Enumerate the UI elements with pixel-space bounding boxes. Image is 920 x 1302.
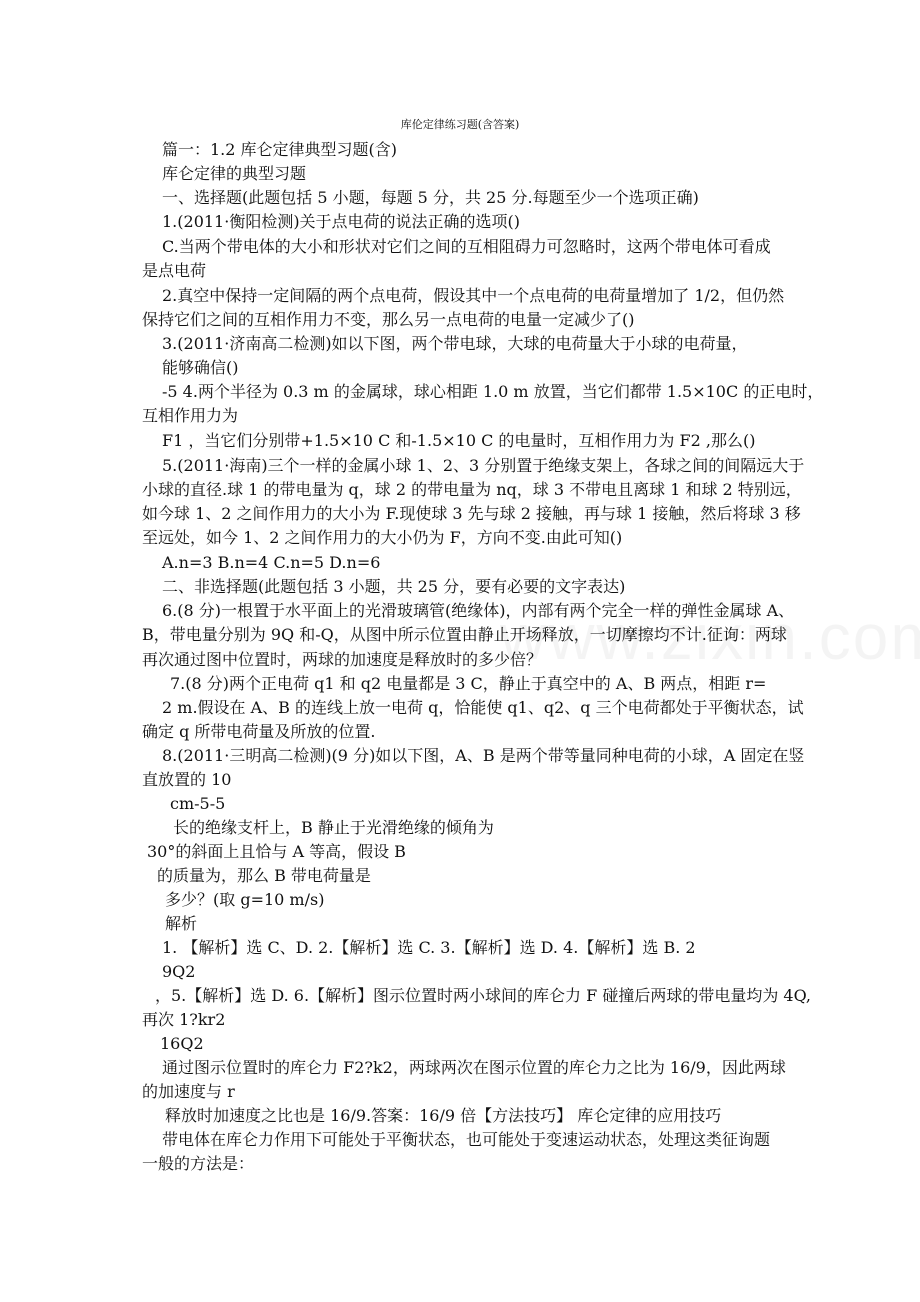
text-line: 带电体在库仑力作用下可能处于平衡状态，也可能处于变速运动状态，处理这类征询题 (162, 1130, 771, 1149)
text-line: 5.(2011·海南)三个一样的金属小球 1、2、3 分别置于绝缘支架上，各球之间的间隔远大于 (162, 456, 805, 475)
text-line: -5 4.两个半径为 0.3 m 的金属球，球心相距 1.0 m 放置，当它们都带 1.5×10C 的正电时， (162, 382, 824, 401)
text-line: 1. 【解析】选 C、D. 2.【解析】选 C. 3.【解析】选 D. 4.【解析】选 B. 2 (162, 938, 696, 957)
text-line: 释放时加速度之比也是 16/9.答案：16/9 倍【方法技巧】 库仑定律的应用技巧 (165, 1106, 722, 1125)
text-line: 二、非选择题(此题包括 3 小题，共 25 分，要有必要的文字表达) (162, 577, 626, 596)
text-line: 解析 (165, 914, 198, 933)
text-line: 小球的直径.球 1 的带电量为 q，球 2 的带电量为 nq，球 3 不带电且离球 1 和球 2 特别远， (142, 480, 802, 499)
text-line: 保持它们之间的互相作用力不变，那么另一点电荷的电量一定减少了() (142, 310, 635, 329)
text-line: 库仑定律的典型习题 (162, 164, 307, 183)
text-line: 9Q2 (162, 962, 196, 981)
text-line: 2.真空中保持一定间隔的两个点电荷，假设其中一个点电荷的电荷量增加了 1/2，但仍然 (162, 286, 785, 305)
text-line: 1.(2011·衡阳检测)关于点电荷的说法正确的选项() (162, 212, 521, 231)
text-line: 长的绝缘支杆上，B 静止于光滑绝缘的倾角为 (173, 818, 494, 837)
document-title: 库伦定律练习题(含答案) (400, 118, 520, 131)
text-line: 多少？(取 g=10 m/s) (165, 890, 325, 909)
text-line: 确定 q 所带电荷量及所放的位置. (142, 722, 376, 741)
text-line: 能够确信() (162, 358, 239, 377)
text-line: ，5.【解析】选 D. 6.【解析】图示位置时两小球间的库仑力 F 碰撞后两球的带电量均为 4Q, (155, 986, 811, 1005)
text-line: 2 m.假设在 A、B 的连线上放一电荷 q，恰能使 q1、q2、q 三个电荷都处于平衡状态，试 (162, 698, 804, 717)
text-line: 再次通过图中位置时，两球的加速度是释放时的多少倍？ (142, 650, 543, 669)
text-line: 通过图示位置时的库仑力 F2?k2，两球两次在图示位置的库仑力之比为 16/9，因此两球 (162, 1058, 786, 1077)
text-line: 再次 1?kr2 (142, 1010, 226, 1029)
text-line: 7.(8 分)两个正电荷 q1 和 q2 电量都是 3 C，静止于真空中的 A、B 两点，相距 r= (170, 674, 767, 693)
text-line: 互相作用力为 (142, 406, 239, 425)
text-line: 16Q2 (160, 1034, 204, 1053)
text-line: B，带电量分别为 9Q 和-Q，从图中所示位置由静止开场释放，一切摩擦均不计.征询：两球 (142, 625, 787, 644)
text-line: 30°的斜面上且恰与 A 等高，假设 B (147, 842, 406, 861)
text-line: 8.(2011·三明高二检测)(9 分)如以下图，A、B 是两个带等量同种电荷的小球，A 固定在竖 (162, 746, 805, 765)
text-line: cm-5-5 (170, 794, 226, 813)
text-line: 直放置的 10 (142, 770, 232, 789)
text-line: F1 ，当它们分别带+1.5×10 C 和-1.5×10 C 的电量时，互相作用力为 F2 ,那么() (162, 431, 756, 450)
text-line: 是点电荷 (142, 261, 207, 280)
text-line: 篇一：1.2 库仑定律典型习题(含) (162, 140, 398, 159)
text-line: 的质量为，那么 B 带电荷量是 (157, 866, 371, 885)
text-line: 至远处，如今 1、2 之间作用力的大小仍为 F，方向不变.由此可知() (142, 528, 623, 547)
text-line: 3.(2011·济南高二检测)如以下图，两个带电球，大球的电荷量大于小球的电荷量， (162, 334, 748, 353)
text-line: 6.(8 分)一根置于水平面上的光滑玻璃管(绝缘体)，内部有两个完全一样的弹性金属球 A、 (162, 601, 795, 620)
text-line: 一、选择题(此题包括 5 小题，每题 5 分，共 25 分.每题至少一个选项正确) (162, 188, 699, 207)
text-line: 一般的方法是： (142, 1154, 255, 1173)
text-line: C.当两个带电体的大小和形状对它们之间的互相阻碍力可忽略时，这两个带电体可看成 (162, 237, 771, 256)
text-line: 如今球 1、2 之间作用力的大小为 F.现使球 3 先与球 2 接触，再与球 1 接触，然后将球 3 移 (142, 504, 801, 523)
text-line: 的加速度与 r (142, 1082, 235, 1101)
text-line: A.n=3 B.n=4 C.n=5 D.n=6 (162, 553, 381, 572)
